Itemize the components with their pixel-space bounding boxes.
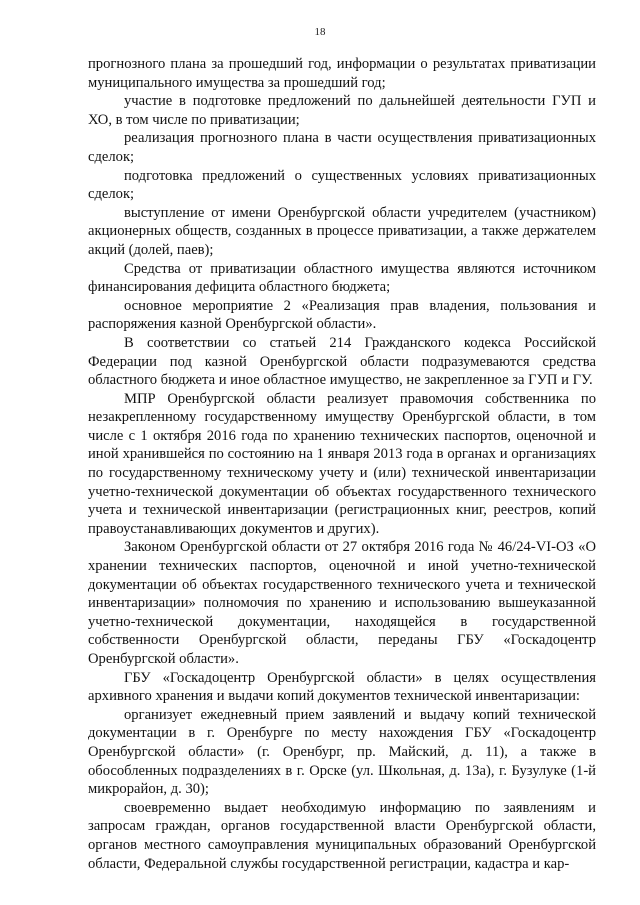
- body-text: [88, 55, 596, 873]
- paragraph: ГБУ «Госкадоцентр Оренбургской области» в целях осуществления архивного хранения и выдачи копий документов технической инвентаризации:: [88, 669, 596, 705]
- paragraph-continuation: прогнозного плана за прошедший год, информации о результатах приватизации муниципального имущества за прошедший год;: [88, 56, 596, 91]
- paragraph: основное мероприятие 2 «Реализация прав владения, пользования и распоряжения казной Оренбургской области».: [88, 297, 596, 333]
- paragraph: реализация прогнозного плана в части осуществления приватизационных сделок;: [88, 130, 596, 165]
- paragraph: подготовка предложений о существенных условиях приватизационных сделок;: [88, 167, 596, 203]
- page-number: 18: [314, 26, 326, 38]
- paragraph: организует ежедневный прием заявлений и выдачу копий технической документации в г. Оренбурге по месту нахождения ГБУ «Госкадоцентр Оренбургской области» (г. Оренбург, пр. Майский, д. 11), а также в обособленных подразделениях в г. Орске (ул. Школьная, д. 13а), г. Бузулуке (1-й микрорайон, д. 30);: [88, 706, 596, 798]
- paragraph: участие в подготовке предложений по дальнейшей деятельности ГУП и ХО, в том числе по приватизации;: [88, 93, 596, 128]
- paragraph: выступление от имени Оренбургской области учредителем (участником) акционерных обществ, созданных в процессе приватизации, а также держателем акций (долей, паев);: [88, 204, 596, 258]
- paragraph: Законом Оренбургской области от 27 октября 2016 года № 46/24-VI-ОЗ «О хранении технических паспортов, оценочной и иной учетно-технической документации об объектах государственного технического учета и технической инвентаризации» полномочия по хранению и использованию вышеуказанной учетно-технической документации, находящейся в государственной собственности Оренбургской области, переданы ГБУ «Госкадоцентр Оренбургской области».: [88, 539, 596, 667]
- paragraph: Средства от приватизации областного имущества являются источником финансирования дефицита областного бюджета;: [88, 260, 596, 296]
- paragraph: МПР Оренбургской области реализует правомочия собственника по незакрепленному государственному имуществу Оренбургской области, в том числе с 1 октября 2016 года по хранению технических паспортов, оценочной и иной хранившейся по состоянию на 1 января 2013 года в органах и организациях по государственному техническому учету и (или) технической инвентаризации учетно-технической документации об объектах государственного технического учета и технической инвентаризации (регистрационных книг, реестров, копий правоустанавливающих документов и других).: [88, 390, 596, 537]
- paragraph: своевременно выдает необходимую информацию по заявлениям и запросам граждан, органов государственной власти Оренбургской области, органов местного самоуправления муниципальных образований Оренбургской области, Федеральной службы государственной регистрации, кадастра и кар-: [88, 799, 596, 872]
- paragraph: В соответствии со статьей 214 Гражданского кодекса Российской Федерации под казной Оренбургской области подразумеваются средства областного бюджета и иное областное имущество, не закрепленное за ГУП и ГУ.: [88, 334, 596, 389]
